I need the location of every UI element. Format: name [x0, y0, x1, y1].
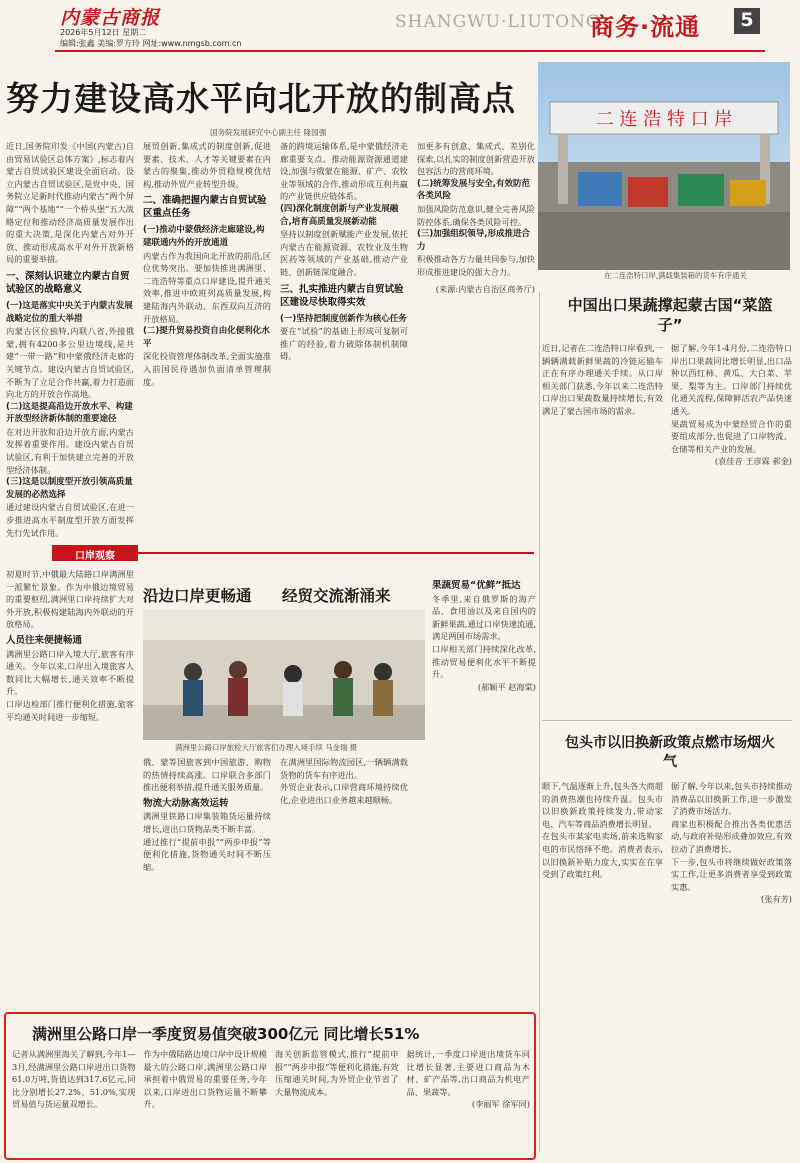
- paragraph: 海关创新监管模式,推行“提前申报”“两步申报”等便利化措施,有效压缩通关时间,为外贸企业节省了大量物流成本。: [275, 1049, 399, 1097]
- paragraph: 备的跨境运输体系,是中蒙俄经济走廊重要支点。推动能源资源通道建设,加强与俄蒙在能源、矿产、农牧业等领域的合作,推动形成互利共赢的产业链供应链体系。: [280, 141, 408, 202]
- paragraph: 俄、蒙等国旅客到中国旅游、购物的热情持续高涨。口岸联合多部门推出便利举措,提升通关服务质量。: [143, 757, 271, 793]
- photo-headline-a: 沿边口岸更畅通: [143, 587, 252, 605]
- photo-section-right: [432, 580, 536, 1006]
- passenger-hall-illustration: [143, 610, 425, 740]
- article4-body: [12, 1048, 530, 1156]
- paragraph: 加强风险防范意识,健全完善风险防控体系,确保各类风险可控。: [417, 203, 535, 227]
- paragraph: 口岸边检部门推行便利化措施,旅客平均通关时间进一步缩短。: [6, 698, 134, 722]
- border-crossing-illustration: [538, 62, 790, 270]
- paragraph: 通过建设内蒙古自贸试验区,在进一步推进高水平制度型开放方面发挥先行先试作用。: [6, 502, 134, 538]
- section-tag-label: 口岸观察: [75, 551, 115, 562]
- masthead-date: 2026年5月12日 星期二: [60, 28, 147, 37]
- paragraph: 深化投资管理体制改革,全面实施准入前国民待遇加负面清单管理制度。: [143, 351, 271, 387]
- article3-headline-text: 包头市以旧换新政策点燃市场烟火气: [565, 735, 775, 770]
- article3-headline: [560, 734, 780, 772]
- article4-headline: 满洲里公路口岸一季度贸易值突破300亿元 同比增长51%: [32, 1025, 420, 1043]
- section-heading: 三、扎实推进内蒙古自贸试验区建设尽快取得实效: [280, 283, 404, 308]
- column-rule: [539, 292, 540, 1152]
- subheading: (三)这是以制度型开放引领高质量发展的必然选择: [6, 477, 133, 500]
- main-col-3: [280, 140, 408, 560]
- page-number: 5: [740, 9, 754, 31]
- border-crossing-caption: 在二连浩特口岸,满载集装箱的货车有序通关: [604, 271, 747, 280]
- photo-section-byline: (郝颖平 赵海棠): [477, 681, 536, 692]
- main-col-1: [6, 140, 134, 560]
- source-credit: (来源:内蒙古自治区商务厅): [435, 283, 535, 294]
- paragraph: 坚持以制度创新赋能产业发展,依托内蒙古在能源资源、农牧业及生物医药等领域的产业基础,推动产业链、创新链深度融合。: [280, 229, 408, 277]
- subheading: (一)坚持把制度创新作为核心任务: [280, 313, 407, 324]
- paragraph: 冬季里,来自俄罗斯的海产品、食用油以及来自国内的新鲜果蔬,通过口岸快速流通,满足两国市场需求。: [432, 593, 536, 642]
- article2-body: [542, 342, 792, 712]
- article3-body: [542, 780, 792, 1150]
- photo-headline-b: 经贸交流渐涌来: [282, 587, 391, 605]
- paragraph: 下一步,包头市将继续做好政策落实工作,让更多消费者享受到政策实惠。: [671, 856, 792, 892]
- paragraph: 记者从满洲里海关了解到,今年1—3月,经满洲里公路口岸进出口货物61.0万吨,货值达到317.6亿元,同比分别增长27.2%、51.0%,实现贸易值与货运量双增长。: [12, 1049, 136, 1110]
- article2-headline-text: 中国出口果蔬撑起蒙古国“菜篮子”: [567, 296, 773, 334]
- subheading: (一)这是落实中央关于内蒙古发展战略定位的重大举措: [6, 300, 133, 324]
- paragraph: 近日,记者在二连浩特口岸看到,一辆辆满载新鲜果蔬的冷链运输车正在有序办理通关手续。从口岸相关部门获悉,今年以来二连浩特口岸出口果蔬数量持续增长,有效满足了蒙古国市场的需求。: [542, 343, 663, 416]
- paragraph: 展贸创新,集成式的制度创新,促进要素、技术、人才等关键要素在内蒙古的聚集,推动外贸稳规模优结构,推动外贸产业转型升级。: [143, 141, 271, 189]
- subheading: (二)统筹发展与安全,有效防范各类风险: [417, 178, 530, 202]
- masthead: [0, 0, 800, 52]
- subheading: 人员往来便捷畅通: [6, 634, 83, 646]
- subheading: (三)加强组织领导,形成推进合力: [417, 229, 530, 252]
- subheading: 物流大动脉高效运转: [143, 797, 229, 809]
- masthead-editors: 编辑:张鑫 美编:罗方玲 网址:www.nmgsb.com.cn: [60, 39, 242, 48]
- paragraph: 作为中俄陆路边境口岸中设计规模最大的公路口岸,满洲里公路口岸承担着中俄贸易的重要任务,今年以来,口岸进出口货物运量不断攀升。: [143, 1049, 267, 1110]
- paragraph: 初夏时节,中俄最大陆路口岸满洲里一派繁忙景象。作为中俄边境贸易的重要枢纽,满洲里口岸持续扩大对外开放,积极构建陆海内外联动的开放格局。: [6, 569, 134, 630]
- paragraph: 外贸企业表示,口岸营商环境持续优化,企业进出口业务越来越顺畅。: [280, 782, 408, 805]
- paragraph: 近日,国务院印发《中国(内蒙古)自由贸易试验区总体方案》,标志着内蒙古自贸试验区建设全面启动。设立内蒙古自贸试验区,是党中央、国务院立足新时代推动内蒙古“两个屏障”“两个基地”“一个桥头堡”五大战略定位和推动经济高质量发展作出的重大决策,是深化内蒙古对外开放、推动形成高水平对外开放新格局的重要举措。: [6, 141, 134, 265]
- paragraph: 果蔬贸易成为中蒙经贸合作的重要组成部分,也促进了口岸物流、仓储等相关产业的发展。: [671, 418, 792, 454]
- paragraph: 内蒙古区位独特,内联八省,外接俄蒙,拥有4200多公里边境线,是共建“一带一路”和中蒙俄经济走廊的关键节点。建设内蒙古自贸试验区,不断为了立足合作共赢,着力打造面向北方的开放合作高地。: [6, 326, 134, 400]
- paragraph: 眼下,气温逐渐上升,包头各大商超的消费热潮也持续升温。包头市以旧换新政策持续发力,带动家电、汽车等商品消费增长明显。: [542, 781, 663, 829]
- subheading: 果蔬贸易“优鲜”抵达: [432, 580, 521, 591]
- main-col-2: [143, 140, 271, 560]
- subheading: (四)深化制度创新与产业发展融合,培育高质量发展新动能: [280, 203, 399, 227]
- subheading: (一)推动中蒙俄经济走廊建设,构建联通内外的开放通道: [143, 225, 265, 248]
- border-crossing-photo: [538, 62, 790, 270]
- paragraph: 据统计,一季度口岸进出境货车同比增长显著,主要进口商品为木材、矿产品等,出口商品为机电产品、果蔬等。: [406, 1049, 530, 1097]
- section-rule: [138, 552, 534, 554]
- section-heading: 二、准确把握内蒙古自贸试验区重点任务: [143, 195, 267, 220]
- paragraph: 口岸相关部门持续深化改革,推动贸易便利化水平不断提升。: [432, 643, 536, 680]
- paragraph: 在满洲里国际物流园区,一辆辆满载货物的货车有序进出。: [280, 757, 408, 780]
- article4-byline: (李丽军 徐军同): [471, 1099, 530, 1110]
- masthead-rule: [55, 50, 765, 52]
- horizontal-rule: [542, 720, 792, 721]
- masthead-logo: 内蒙古商报: [60, 7, 161, 29]
- paragraph: 加更多有创意、集成式、差别化探索,以扎实的制度创新营造开放包容活力的营商环境。: [417, 141, 535, 177]
- photo-section-mid: [143, 756, 271, 1006]
- paragraph: 据了解,今年以来,包头市持续推动消费品以旧换新工作,进一步激发了消费市场活力。: [671, 781, 792, 817]
- subheading: (二)这是提高沿边开放水平、构建开放型经济新体制的重要途径: [6, 401, 133, 425]
- section-heading: 一、深刻认识建立内蒙古自贸试验区的战略意义: [6, 270, 130, 295]
- main-headline: 努力建设高水平向北开放的制高点: [6, 79, 516, 118]
- paragraph: 满洲里公路口岸入境大厅,旅客有序通关。今年以来,口岸出入境旅客人数同比大幅增长,通关效率不断提升。: [6, 648, 134, 697]
- paragraph: 内蒙古作为我国向北开放的前沿,区位优势突出。要加快推进满洲里、二连浩特等重点口岸建设,提升通关效率,推进中欧班列高质量发展,构建陆海内外联动、东西双向互济的开放格局。: [143, 250, 271, 324]
- svg-text:二 连 浩 特 口 岸: 二 连 浩 特 口 岸: [595, 109, 733, 130]
- photo-section-mid2: [280, 756, 408, 1006]
- article3-byline: (张有芳): [761, 894, 792, 905]
- main-col-4: [417, 140, 535, 560]
- paragraph: 在包头市某家电卖场,前来选购家电的市民络绎不绝。消费者表示,以旧换新补贴力度大,实实在在享受到了政策红利。: [542, 831, 663, 880]
- article2-headline: [560, 295, 780, 335]
- paragraph: 满洲里铁路口岸集装箱货运量持续增长,进出口货物品类不断丰富。: [143, 811, 271, 834]
- main-byline: 国务院发展研究中心副主任 隆国强: [210, 128, 327, 137]
- photo-section-left: [6, 568, 134, 1008]
- paragraph: 通过推行“提前申报”“两步申报”等便利化措施,货物通关时间不断压缩。: [143, 836, 271, 872]
- passenger-hall-caption: 满洲里公路口岸旅检大厅旅客们办理入境手续 马金瑞 摄: [175, 743, 358, 752]
- article2-byline: (袁佳音 王彦霖 郝金): [714, 456, 792, 467]
- passenger-hall-photo: [143, 610, 425, 740]
- paragraph: 商家也积极配合推出各类优惠活动,与政府补贴形成叠加效应,有效拉动了消费增长。: [671, 818, 792, 854]
- paragraph: 积极推动各方力量共同参与,加快形成推进建设的强大合力。: [417, 254, 535, 277]
- section-title: 商务·流通: [590, 13, 701, 41]
- paragraph: 要在“试验”的基础上形成可复制可推广的经验,着力破除体制机制障碍。: [280, 326, 408, 362]
- subheading: (二)提升贸易投资自由化便利化水平: [143, 326, 270, 349]
- paragraph: 在对边开放和沿边开放方面,内蒙古发挥着重要作用。建设内蒙古自贸试验区,有利于加快建立完善的开放型经济体制。: [6, 426, 134, 475]
- paragraph: 据了解,今年1-4月份,二连浩特口岸出口果蔬同比增长明显,出口品种以西红柿、黄瓜、大白菜、苹果、梨等为主。口岸部门持续优化通关流程,保障鲜活农产品快速通关。: [671, 343, 792, 416]
- article4-box: [4, 1012, 536, 1160]
- masthead-pinyin: SHANGWU·LIUTONG: [395, 12, 601, 32]
